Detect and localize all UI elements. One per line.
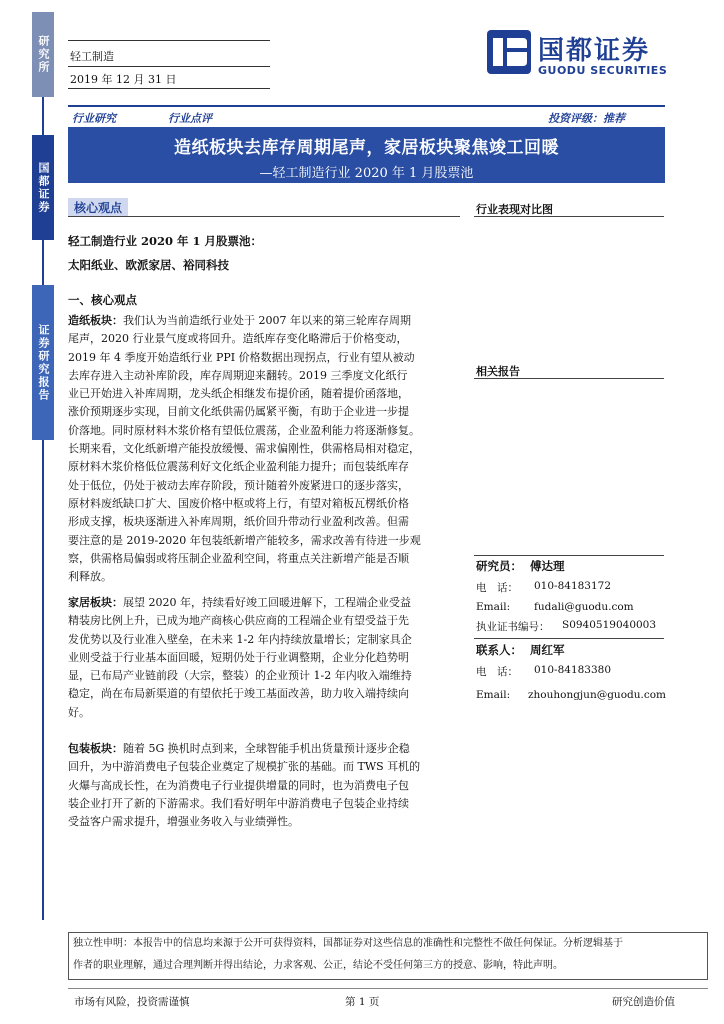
contact-email[interactable]: zhouhongjun@guodu.com [527, 689, 666, 701]
header-rule [68, 88, 270, 89]
report-type-industry: 行业研究 [72, 112, 116, 125]
paragraph-line: 利释放。 [68, 570, 112, 584]
cert-label: 执业证书编号： [476, 621, 550, 633]
stock-pool-list: 太阳纸业、欧派家居、裕同科技 [68, 258, 229, 272]
paragraph-line: 形成支撑，板块逐渐进入补库周期，纸价回升带动行业盈利改善。但需 [68, 515, 409, 529]
report-type-comment: 行业点评 [168, 112, 212, 125]
paragraph-line [68, 594, 464, 612]
disclaimer-line: 独立性申明：本报告中的信息均来源于公开可获得资料，国都证券对这些信息的准确性和完整性不做任何保证。分析逻辑基于 [73, 938, 623, 949]
paragraph-line: 好。 [68, 705, 90, 719]
paragraph-line-text: 展望 2020 年，持续看好竣工回暖进解下，工程端企业受益 [123, 596, 411, 609]
packaging-sector-lines [68, 740, 464, 831]
paragraph-line [68, 740, 464, 758]
header-industry: 轻工制造 [70, 50, 114, 63]
report-subtitle: —轻工制造行业 2020 年 1 月股票池 [259, 166, 474, 181]
paragraph-line: 要注意的是 2019-2020 年包装纸新增产能较多，需求改善有待进一步观 [68, 533, 421, 547]
sidebar-guodu-label: 国都证券 [32, 135, 54, 240]
paper-sector-lines [68, 312, 464, 586]
paragraph-line: 回升，为中游消费电子包装企业奠定了规模扩张的基础。而 TWS 耳机的 [68, 760, 421, 774]
report-title: 造纸板块去库存周期尾声，家居板块聚焦竣工回暖 [174, 138, 559, 158]
footer-risk-note: 市场有风险，投资需谨慎 [74, 996, 190, 1008]
core-viewpoint-tag: 核心观点 [68, 198, 128, 216]
title-banner [68, 127, 665, 183]
email-label: Email: [476, 689, 511, 701]
paragraph-line: 原材料废纸缺口扩大、国废价格中枢或将上行，有望对箱板瓦楞纸价格 [68, 496, 409, 510]
researcher-label: 研究员： [476, 559, 522, 573]
paragraph-line [68, 312, 464, 330]
logo-english-name: GUODU SECURITIES [538, 64, 668, 77]
investment-rating: 投资评级：推荐 [548, 112, 625, 125]
paragraph-line: 装企业打开了新的下游需求。我们看好明年中游消费电子包装企业持续 [68, 796, 409, 810]
contact-name: 周红军 [530, 643, 565, 657]
related-reports-title: 相关报告 [476, 365, 520, 378]
researcher-phone: 010-84183172 [534, 580, 612, 592]
guodu-logo-icon [487, 30, 531, 74]
sidebar-report-label: 证券研究报告 [32, 285, 54, 440]
researcher-block [476, 558, 666, 634]
paragraph-line: 原材料木浆价格低位震荡利好文化纸企业盈利能力提升；而包装纸库存 [68, 460, 409, 474]
header-date: 2019 年 12 月 31 日 [70, 73, 177, 86]
paragraph-line: 价落地。同时原材料木浆价格有望低位震荡，企业盈利能力将逐渐修复。 [68, 423, 420, 437]
paragraph-line: 业则受益于行业基本面回暖，短期仍处于行业调整期，企业分化趋势明 [68, 650, 409, 664]
paragraph-line: 尾声，2020 行业景气度或将回升。造纸库存变化略滞后于价格变动， [68, 332, 408, 346]
contact-label: 联系人： [476, 643, 522, 657]
paragraph-line-text: 随着 5G 换机时点到来，全球智能手机出货量预计逐步企稳 [123, 742, 410, 755]
paragraph-line: 显，已布局产业链前段（大宗，整装）的企业预计 1-2 年内收入端维持 [68, 669, 412, 683]
header-rule [68, 40, 270, 41]
contact-phone: 010-84183380 [534, 664, 612, 676]
paper-sector-paragraph [68, 312, 464, 586]
phone-label: 电 话： [476, 582, 518, 594]
researcher-email[interactable]: fudali@guodu.com [534, 601, 634, 613]
sidebar-research-label: 研究所 [32, 12, 54, 97]
contact-top-rule [474, 638, 664, 639]
paragraph-line: 发优势以及行业准入壁垒，在未来 1-2 年内持续放量增长；定制家具企 [68, 632, 412, 646]
researcher-cert: S0940519040003 [562, 619, 657, 631]
contact-block [476, 642, 666, 701]
contact-email-row [476, 689, 666, 701]
phone-label: 电 话： [476, 666, 518, 678]
industry-performance-title: 行业表现对比图 [476, 203, 553, 216]
paragraph-line: 去库存进入主动补库阶段，库存周期迎来翻转。2019 三季度文化纸行 [68, 368, 408, 382]
sidebar-line [42, 240, 44, 285]
disclaimer-line: 作者的职业理解，通过合理判断并得出结论，力求客观、公正，结论不受任何第三方的授意、影响，特此声明。 [73, 960, 563, 971]
sidebar-line [42, 97, 44, 135]
contact-heading [476, 642, 666, 658]
home-sector-paragraph [68, 594, 464, 722]
left-sidebar-strip [32, 0, 54, 920]
paragraph-line: 业已开始进入补库周期，龙头纸企相继发布提价函，随着提价函落地， [68, 387, 409, 401]
stock-pool-title: 轻工制造行业 2020 年 1 月股票池： [68, 234, 263, 248]
home-sector-lines [68, 594, 464, 722]
sector-label: 造纸板块： [68, 314, 123, 327]
sidebar-line [42, 440, 44, 920]
packaging-sector-paragraph [68, 740, 464, 831]
sector-label: 家居板块： [68, 596, 123, 609]
paragraph-line: 处于低位，仍处于被动去库存阶段，预计随着外废紧进口的逐步落实， [68, 478, 409, 492]
stock-pool-block [68, 233, 460, 273]
logo-chinese-name: 国都证券 [538, 36, 651, 66]
left-section-rule [68, 216, 460, 217]
independence-disclaimer [68, 932, 708, 980]
paragraph-line: 受益客户需求提升，增强业务收入与业绩弹性。 [68, 815, 299, 829]
footer-rule [68, 988, 708, 989]
right-section-rule [474, 216, 664, 217]
related-reports-rule [474, 378, 664, 379]
paragraph-line: 火爆与高成长性，在为消费电子行业提供增量的同时，也为消费电子包 [68, 778, 409, 792]
paragraph-line: 2019 年 4 季度开始造纸行业 PPI 价格数据出现拐点，行业有望从被动 [68, 350, 415, 364]
contact-phone-row [476, 664, 666, 679]
paragraph-line-text: 我们认为当前造纸行业处于 2007 年以来的第三轮库存周期 [123, 314, 411, 327]
paragraph-line: 涨价预期逐步实现，目前文化纸供需仍属紧平衡，有助于企业进一步提 [68, 405, 409, 419]
researcher-phone-row [476, 580, 666, 595]
section-core-heading: 一、核心观点 [68, 293, 137, 307]
researcher-top-rule [474, 555, 664, 556]
header-rule [68, 66, 270, 67]
sector-label: 包装板块： [68, 742, 123, 755]
report-type-bar [68, 105, 665, 129]
paragraph-line: 长期来看，文化纸新增产能投放缓慢、需求偏刚性，供需格局相对稳定， [68, 442, 420, 456]
researcher-email-row [476, 601, 666, 613]
researcher-heading [476, 558, 666, 574]
paragraph-line: 察，供需格局偏弱或将压制企业盈利空间，将重点关注新增产能是否顺 [68, 551, 409, 565]
researcher-cert-row [476, 619, 666, 634]
paragraph-line: 稳定，尚在布局新渠道的有望依托于竣工基面改善，助力收入端持续向 [68, 687, 409, 701]
footer-slogan: 研究创造价值 [612, 996, 675, 1008]
researcher-name: 傅达理 [530, 559, 565, 573]
email-label: Email: [476, 601, 511, 613]
footer-page-number: 第 1 页 [345, 996, 380, 1008]
paragraph-line: 精装房比例上升，已成为地产商核心供应商的工程端企业有望受益于先 [68, 614, 409, 628]
